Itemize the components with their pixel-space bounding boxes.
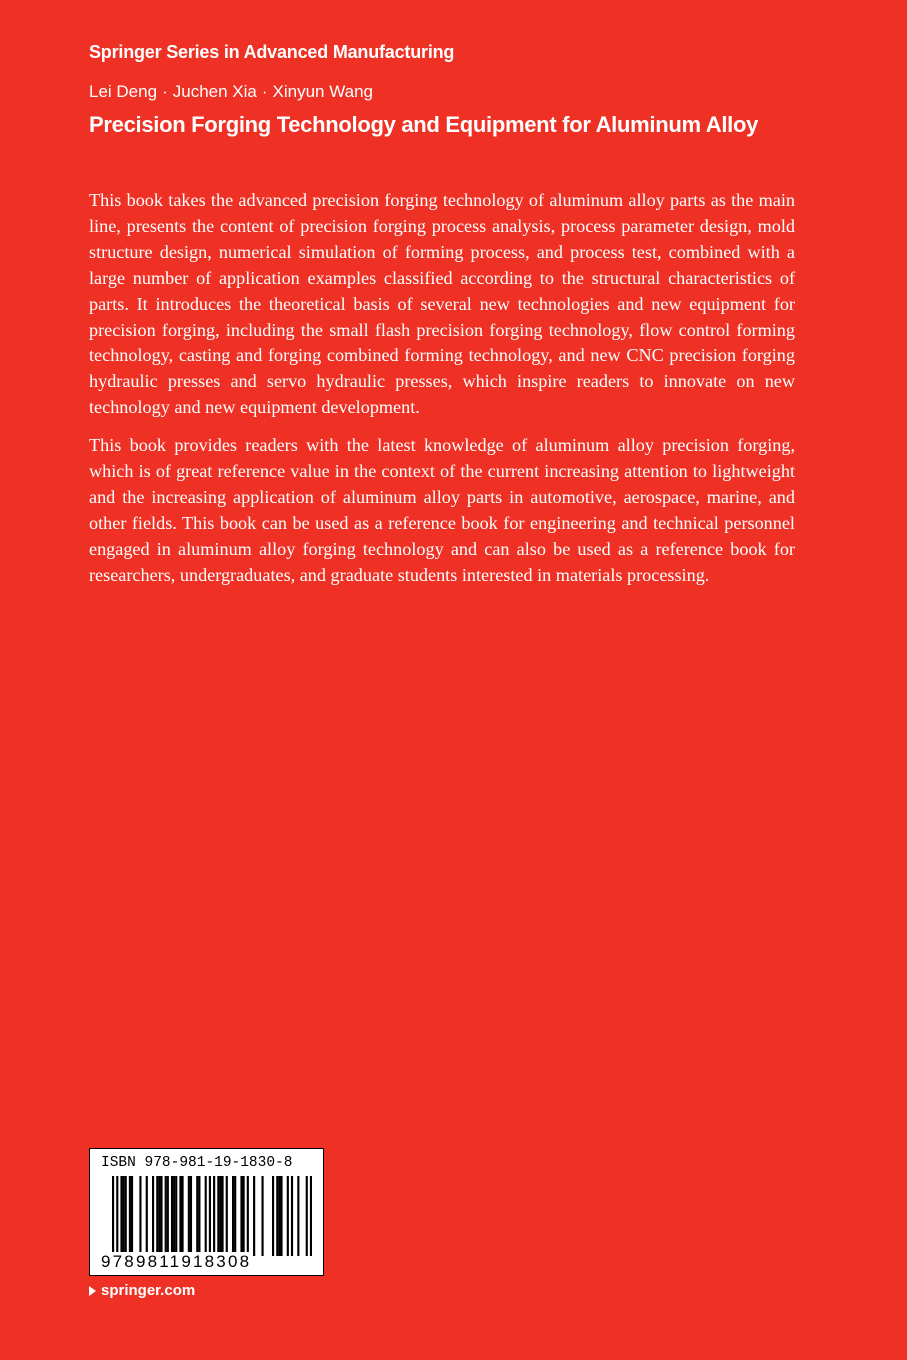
barcode-bar	[219, 1176, 221, 1256]
barcode-bar	[167, 1176, 169, 1256]
series-title: Springer Series in Advanced Manufacturing	[89, 42, 455, 62]
barcode-bar	[306, 1176, 308, 1256]
barcode-bar	[226, 1176, 228, 1256]
barcode-bar	[146, 1176, 148, 1256]
isbn-label: ISBN 978-981-19-1830-8	[101, 1155, 293, 1171]
barcode-bar	[291, 1176, 293, 1256]
arrow-right-icon	[89, 1286, 96, 1296]
barcode-bar	[175, 1176, 177, 1256]
barcode-bar	[310, 1176, 312, 1256]
author-name: Lei Deng	[89, 82, 158, 101]
barcode-bar	[123, 1176, 125, 1256]
barcode-bar	[198, 1176, 200, 1256]
barcode-bars	[112, 1176, 312, 1256]
barcode-bar	[297, 1176, 299, 1256]
author-list	[89, 82, 373, 102]
barcode-bar	[205, 1176, 207, 1256]
barcode-bar	[158, 1176, 160, 1256]
barcode-bar	[120, 1176, 122, 1256]
barcode-bar	[165, 1176, 167, 1256]
barcode-bar	[253, 1176, 255, 1256]
barcode-bar	[156, 1176, 158, 1256]
barcode-bar	[181, 1176, 183, 1256]
isbn-barcode	[89, 1148, 324, 1276]
barcode-bar	[261, 1176, 263, 1256]
barcode-bar	[278, 1176, 280, 1256]
barcode-bar	[243, 1176, 245, 1256]
barcode-bar	[152, 1176, 154, 1256]
barcode-bar	[160, 1176, 162, 1256]
barcode-bar	[112, 1176, 114, 1256]
barcode-bar	[209, 1176, 211, 1256]
book-description	[89, 188, 795, 601]
barcode-bar	[139, 1176, 141, 1256]
barcode-digits: 9789811918308	[101, 1252, 252, 1271]
description-paragraph: This book provides readers with the latest knowledge of aluminum alloy precision forging, which is of great reference value in the context of the current increasing attention to lightweight and the increasing application of aluminum alloy parts in automotive, aerospace, marine, and other fields. This book can be used as a reference book for engineering and technical personnel engaged in aluminum alloy forging technology and can also be used as a reference book for researchers, undergraduates, and graduate students interested in materials processing.	[89, 435, 795, 585]
barcode-bar	[232, 1176, 234, 1256]
barcode-bar	[116, 1176, 118, 1256]
barcode-bar	[221, 1176, 223, 1256]
barcode-bar	[173, 1176, 175, 1256]
publisher-link-text: springer.com	[101, 1282, 196, 1299]
barcode-bar	[272, 1176, 274, 1256]
barcode-bar	[131, 1176, 133, 1256]
barcode-bar	[171, 1176, 173, 1256]
barcode-bar	[190, 1176, 192, 1256]
barcode-bar	[196, 1176, 198, 1256]
barcode-bar	[287, 1176, 289, 1256]
barcode-bar	[179, 1176, 181, 1256]
barcode-bar	[213, 1176, 215, 1256]
barcode-bar	[276, 1176, 278, 1256]
barcode-bar	[217, 1176, 219, 1256]
author-separator: ·	[261, 82, 268, 101]
barcode-bar	[188, 1176, 190, 1256]
barcode-bar	[129, 1176, 131, 1256]
book-title: Precision Forging Technology and Equipment for Aluminum Alloy	[89, 112, 759, 137]
barcode-bar	[234, 1176, 236, 1256]
author-name: Juchen Xia	[172, 82, 257, 101]
description-paragraph: This book takes the advanced precision forging technology of aluminum alloy parts as the main line, presents the content of precision forging process analysis, process parameter design, mold structure design, numerical simulation of forming process, and process test, combined with a large number of application examples classified according to the structural characteristics of parts. It introduces the theoretical basis of several new technologies and new equipment for precision forging, including the small flash precision forging technology, flow control forming technology, casting and forging combined forming technology, and new CNC precision forging hydraulic presses and servo hydraulic presses, which inspire readers to innovate on new technology and new equipment development.	[89, 190, 795, 418]
barcode-bar	[247, 1176, 249, 1256]
publisher-link[interactable]	[89, 1282, 195, 1299]
barcode-bar	[240, 1176, 242, 1256]
author-name: Xinyun Wang	[272, 82, 374, 101]
author-separator: ·	[162, 82, 168, 101]
barcode-bar	[280, 1176, 282, 1256]
barcode-bar	[125, 1176, 127, 1256]
